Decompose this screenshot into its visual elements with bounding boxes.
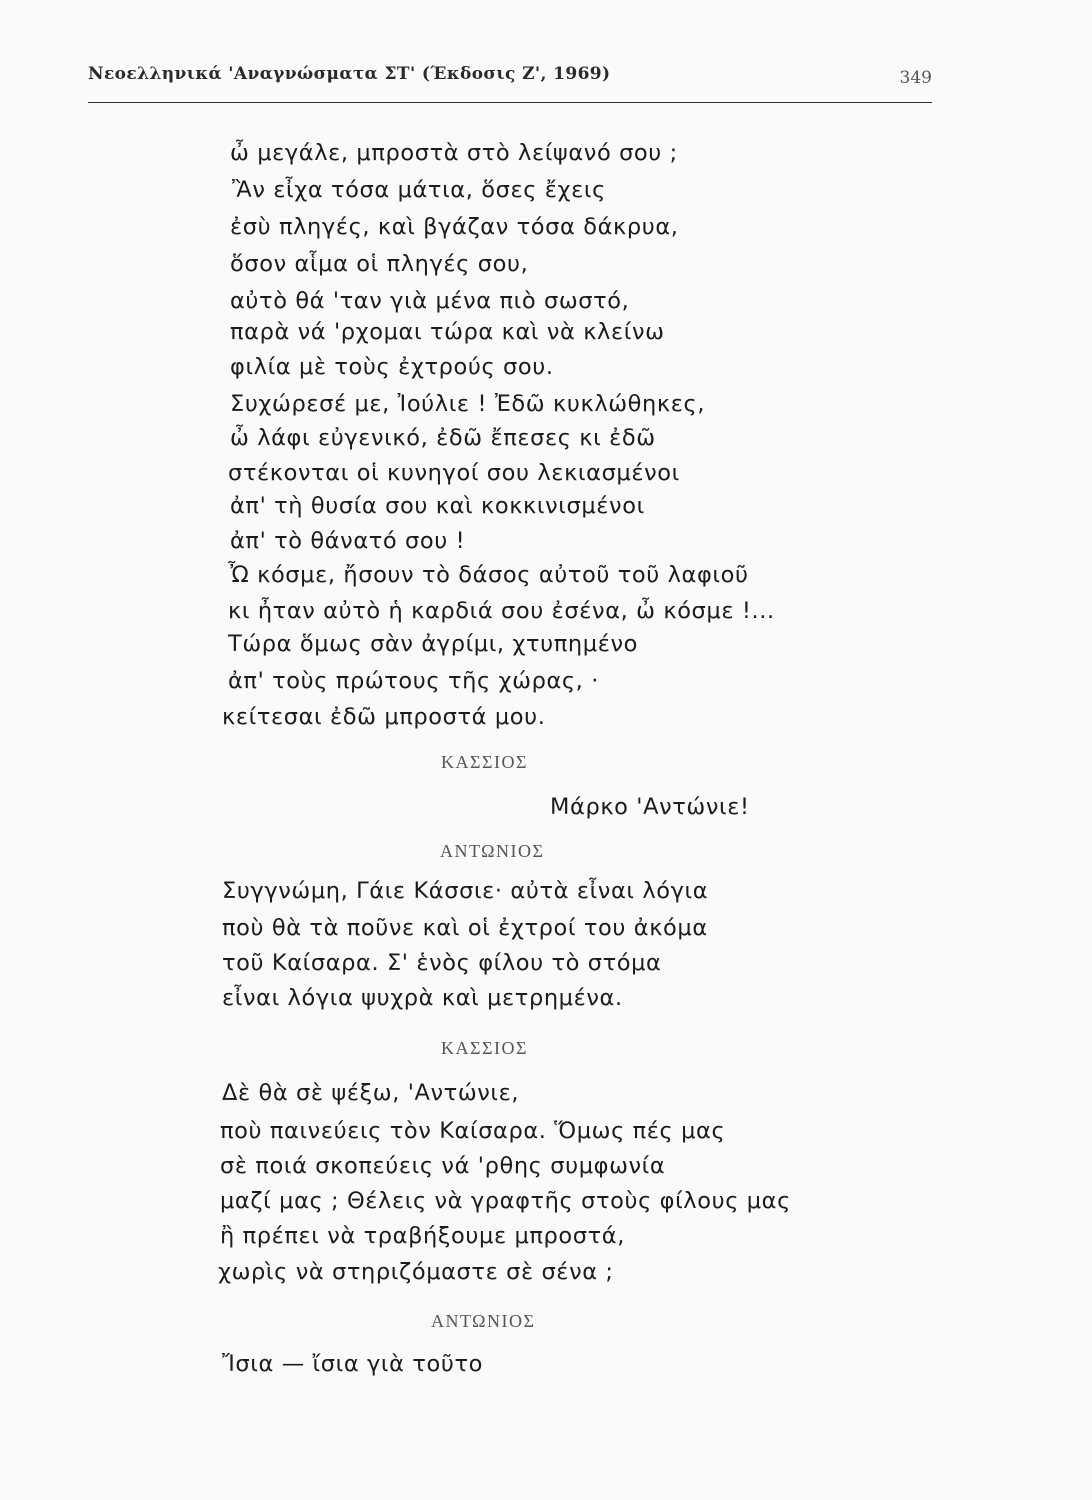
verse-line: ὦ λάφι εὐγενικό, ἐδῶ ἔπεσες κι ἐδῶ [230, 425, 656, 451]
verse-line: Συγγνώμη, Γάιε Κάσσιε· αὐτὰ εἶναι λόγια [222, 878, 709, 904]
verse-line: ἀπ' τὴ θυσία σου καὶ κοκκινισμένοι [230, 493, 645, 519]
verse-line: ποὺ θὰ τὰ ποῦνε καὶ οἱ ἐχτροί του ἀκόμα [222, 915, 708, 941]
book-title: Νεοελληνικά 'Αναγνώσματα ΣΤ' (Έκδοσις Ζ', 1969) [88, 64, 611, 84]
verse-line: Ἂν εἶχα τόσα μάτια, ὅσες ἔχεις [232, 177, 606, 203]
speaker-name: ΑΝΤΩΝΙΟΣ [431, 1311, 536, 1331]
verse-line: μαζί μας ; Θέλεις νὰ γραφτῆς στοὺς φίλους μας [220, 1188, 791, 1214]
speaker-name: ΚΑΣΣΙΟΣ [441, 752, 528, 772]
verse-line: φιλία μὲ τοὺς ἐχτρούς σου. [230, 354, 554, 380]
verse-line: τοῦ Καίσαρα. Σ' ἑνὸς φίλου τὸ στόμα [222, 950, 662, 976]
verse-line: κείτεσαι ἐδῶ μπροστά μου. [222, 704, 546, 730]
verse-line: Ὦ κόσμε, ἤσουν τὸ δάσος αὐτοῦ τοῦ λαφιοῦ [228, 562, 749, 588]
speaker-name: ΑΝΤΩΝΙΟΣ [440, 841, 545, 861]
speaker-name: ΚΑΣΣΙΟΣ [441, 1038, 528, 1058]
verse-line: κι ἦταν αὐτὸ ἡ καρδιά σου ἐσένα, ὦ κόσμε !... [228, 598, 775, 624]
verse-line: Ἴσια — ἴσια γιὰ τοῦτο [222, 1351, 483, 1377]
verse-line: αὐτὸ θά 'ταν γιὰ μένα πιὸ σωστό, [230, 288, 630, 314]
verse-line: ποὺ παινεύεις τὸν Καίσαρα. Ὅμως πές μας [220, 1118, 726, 1144]
verse-line: ὅσον αἷμα οἱ πληγές σου, [230, 251, 529, 277]
verse-line: ἢ πρέπει νὰ τραβήξουμε μπροστά, [220, 1223, 625, 1249]
verse-line: σὲ ποιά σκοπεύεις νά 'ρθης συμφωνία [220, 1153, 666, 1179]
verse-line: χωρὶς νὰ στηριζόμαστε σὲ σένα ; [218, 1259, 614, 1285]
page-number: 349 [899, 68, 932, 88]
verse-line: στέκονται οἱ κυνηγοί σου λεκιασμένοι [228, 460, 680, 486]
verse-line: ἐσὺ πληγές, καὶ βγάζαν τόσα δάκρυα, [230, 214, 679, 240]
verse-line: ὦ μεγάλε, μπροστὰ στὸ λείψανό σου ; [230, 140, 678, 166]
verse-line: παρὰ νά 'ρχομαι τώρα καὶ νὰ κλείνω [230, 319, 665, 345]
verse-line: Μάρκο 'Αντώνιε! [550, 794, 750, 820]
verse-line: Τώρα ὅμως σὰν ἀγρίμι, χτυπημένο [228, 631, 638, 657]
verse-line: ἀπ' τὸ θάνατό σου ! [230, 528, 466, 554]
verse-line: Συχώρεσέ με, Ἰούλιε ! Ἐδῶ κυκλώθηκες, [230, 391, 706, 417]
verse-line: εἶναι λόγια ψυχρὰ καὶ μετρημένα. [222, 985, 623, 1011]
verse-line: ἀπ' τοὺς πρώτους τῆς χώρας, · [228, 668, 599, 694]
verse-line: Δὲ θὰ σὲ ψέξω, 'Αντώνιε, [222, 1080, 520, 1106]
